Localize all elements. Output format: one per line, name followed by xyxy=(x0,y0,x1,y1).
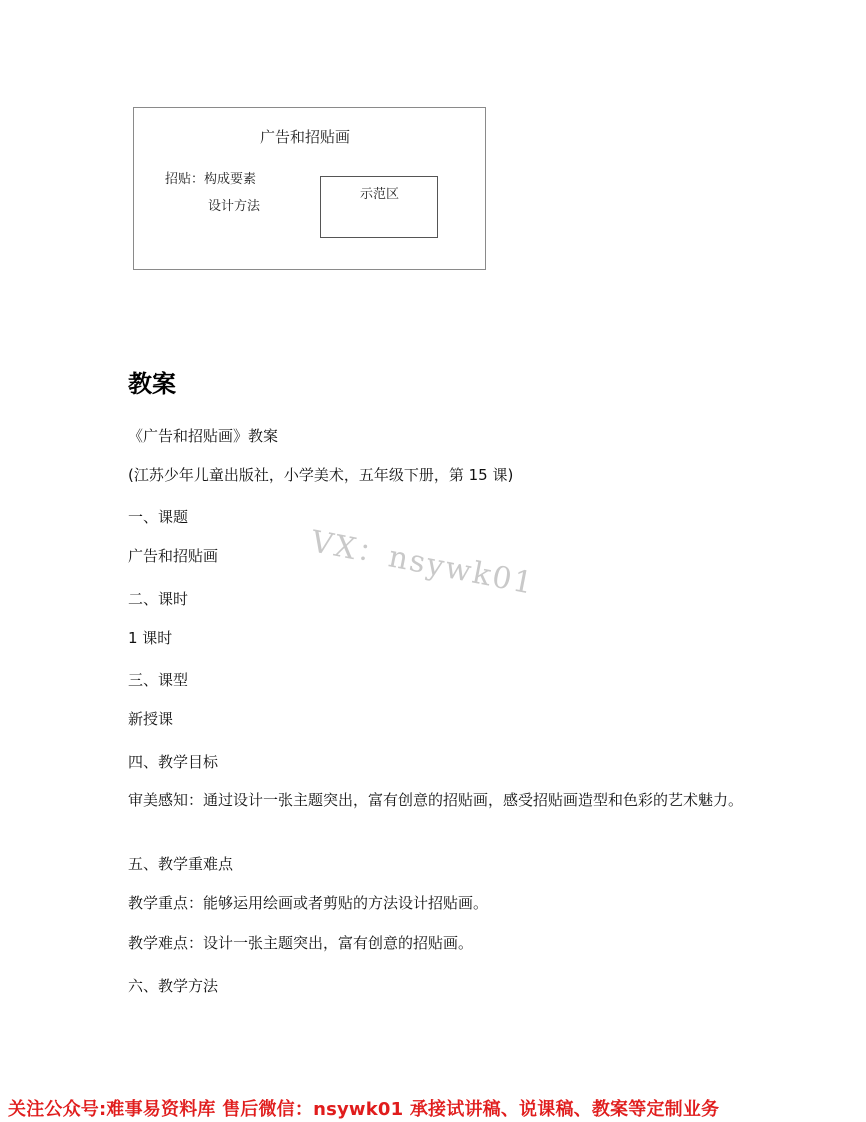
section-4-content: 审美感知：通过设计一张主题突出，富有创意的招贴画，感受招贴画造型和色彩的艺术魅力。 xyxy=(128,791,744,809)
board-note-line-2: 设计方法 xyxy=(208,199,261,214)
section-5-difficulty: 教学难点：设计一张主题突出，富有创意的招贴画。 xyxy=(128,934,474,952)
publisher-info: (江苏少年儿童出版社，小学美术，五年级下册，第 15 课) xyxy=(128,466,514,484)
board-title: 广告和招贴画 xyxy=(260,128,351,146)
section-6-title: 六、教学方法 xyxy=(128,977,219,995)
section-4-title: 四、教学目标 xyxy=(128,753,219,771)
section-2-title: 二、课时 xyxy=(128,590,189,608)
section-3-content: 新授课 xyxy=(128,710,174,728)
blackboard-design-figure xyxy=(133,107,486,270)
section-3-title: 三、课型 xyxy=(128,671,189,689)
doc-title: 《广告和招贴画》教案 xyxy=(128,427,279,445)
section-5-key-point: 教学重点：能够运用绘画或者剪贴的方法设计招贴画。 xyxy=(128,894,489,912)
section-2-content: 1 课时 xyxy=(128,629,173,647)
demo-area-label: 示范区 xyxy=(360,187,400,202)
section-5-title: 五、教学重难点 xyxy=(128,855,234,873)
watermark: VX：nsywk01 xyxy=(307,524,538,602)
footer-banner: 关注公众号:难事易资料库 售后微信：nsywk01 承接试讲稿、说课稿、教案等定制业务 xyxy=(8,1099,720,1120)
section-heading: 教案 xyxy=(128,370,176,398)
board-notes xyxy=(165,166,260,220)
board-note-line-1: 招贴：构成要素 xyxy=(165,172,257,187)
demo-area-box xyxy=(320,176,438,238)
section-1-title: 一、课题 xyxy=(128,508,189,526)
section-1-content: 广告和招贴画 xyxy=(128,547,219,565)
